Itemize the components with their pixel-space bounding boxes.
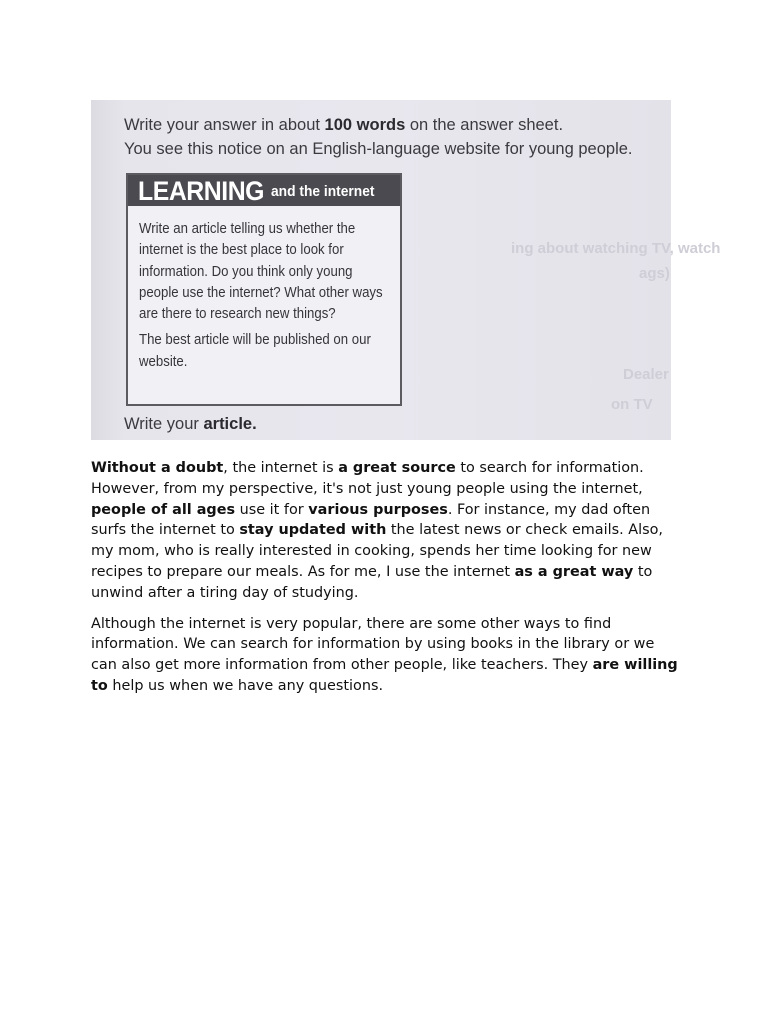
- bold-phrase: various purposes: [308, 501, 448, 518]
- task-instructions: [124, 113, 633, 161]
- notice-title: LEARNING: [138, 176, 265, 206]
- text-run: help us when we have any questions.: [107, 677, 384, 694]
- faint-bleed-through: ags): [639, 265, 670, 282]
- bold-phrase: Without a doubt: [91, 460, 224, 476]
- bold-phrase: are willing to: [91, 657, 678, 694]
- faint-bleed-through: on TV: [611, 396, 653, 413]
- essay-paragraph-1: [91, 458, 681, 604]
- notice-subtitle: and the internet: [271, 183, 375, 200]
- faint-bleed-through: ing about watching TV, watch: [511, 240, 721, 257]
- notice-body: [139, 218, 397, 377]
- text-run: , the internet is: [223, 460, 339, 476]
- faint-bleed-through: Dealer: [623, 366, 669, 383]
- bold-phrase: people of all ages: [91, 501, 236, 518]
- notice-header: [128, 175, 400, 206]
- bold-phrase: stay updated with: [239, 522, 387, 539]
- exam-task-image: [91, 100, 721, 440]
- essay-paragraph-2: [91, 614, 681, 697]
- notice-box: [126, 173, 402, 406]
- essay-text: [91, 458, 681, 707]
- text-run: the latest news or check emails. Also, my mom, who is really interested in cooking, spends her time looking for new recipes to prepare our meals. As for me, I use the internet: [91, 522, 663, 580]
- instruction-line-1: Write your answer in about 100 words on the answer sheet.: [124, 116, 564, 134]
- task-footer: Write your article.: [124, 415, 257, 433]
- notice-paragraph: Write an article telling us whether the internet is the best place to look for information. Do you think only young people use the internet? What other ways are there to research new things?: [139, 220, 383, 323]
- text-run: to unwind after a tiring day of studying.: [91, 563, 653, 601]
- bold-phrase: a great source: [338, 460, 456, 476]
- notice-paragraph: The best article will be published on our website.: [139, 331, 371, 370]
- text-run: Although the internet is very popular, there are some other ways to find information. We can search for information by using books in the library or we can also get more information from other people, like teachers. They: [91, 615, 655, 674]
- text-run: to search for information. However, from my perspective, it's not just young people using the internet,: [91, 460, 644, 497]
- text-run: . For instance, my dad often surfs the internet to: [91, 501, 651, 539]
- bold-phrase: as a great way: [514, 563, 634, 580]
- instruction-line-2: You see this notice on an English-language website for young people.: [124, 140, 633, 158]
- text-run: use it for: [235, 501, 309, 518]
